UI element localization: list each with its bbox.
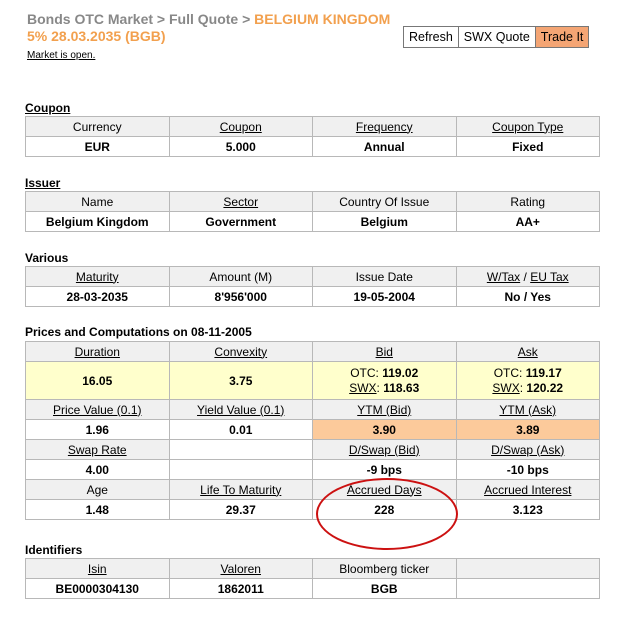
value-coupon: 5.000 <box>169 137 313 157</box>
value-empty <box>456 579 600 599</box>
bid-swx-colon: : <box>376 380 380 395</box>
value-frequency: Annual <box>313 137 457 157</box>
section-title-prices <box>25 325 252 339</box>
header-empty <box>456 559 600 579</box>
bond-name: BELGIUM KINGDOM <box>254 11 391 27</box>
header-maturity-link[interactable]: Maturity <box>26 267 170 287</box>
breadcrumb-full-quote[interactable]: Full Quote <box>168 11 239 27</box>
header-accrued-days-link[interactable]: Accrued Days <box>313 480 457 500</box>
value-ytm-ask: 3.89 <box>456 420 600 440</box>
header-ytm-ask-link[interactable]: YTM (Ask) <box>456 400 600 420</box>
trade-it-button[interactable]: Trade It <box>536 27 589 47</box>
value-amount: 8'956'000 <box>169 287 313 307</box>
action-buttons <box>403 26 589 48</box>
prices-title-text: Prices and Computations on <box>25 325 192 339</box>
header-price-value-link[interactable]: Price Value (0.1) <box>26 400 170 420</box>
header-bloomberg-ticker: Bloomberg ticker <box>313 559 457 579</box>
header-eutax-link[interactable]: EU Tax <box>530 269 569 284</box>
value-accrued-interest: 3.123 <box>456 500 600 520</box>
identifiers-table <box>25 558 600 599</box>
value-accrued-days: 228 <box>313 500 457 520</box>
value-bid <box>313 362 457 400</box>
value-age: 1.48 <box>26 500 170 520</box>
header-convexity-link[interactable]: Convexity <box>169 342 313 362</box>
header-rating: Rating <box>456 192 600 212</box>
value-maturity: 28-03-2035 <box>26 287 170 307</box>
value-convexity: 3.75 <box>169 362 313 400</box>
value-empty <box>169 460 313 480</box>
bid-swx-link[interactable]: SWX <box>349 380 377 395</box>
bond-description: 5% 28.03.2035 (BGB) <box>27 28 166 44</box>
refresh-button[interactable]: Refresh <box>404 27 459 47</box>
coupon-table <box>25 116 600 157</box>
ask-otc-label: OTC: <box>493 365 523 380</box>
value-issue-date: 19-05-2004 <box>313 287 457 307</box>
ask-swx-value: 120.22 <box>526 380 564 395</box>
ask-otc-value: 119.17 <box>525 365 562 380</box>
value-tax: No / Yes <box>456 287 600 307</box>
header-wtax-link[interactable]: W/Tax <box>486 269 521 284</box>
value-isin: BE0000304130 <box>26 579 170 599</box>
value-ytm-bid: 3.90 <box>313 420 457 440</box>
header-age: Age <box>26 480 170 500</box>
value-valoren: 1862011 <box>169 579 313 599</box>
value-ask <box>456 362 600 400</box>
market-status-link[interactable]: Market is open. <box>27 50 96 61</box>
breadcrumb-separator: > <box>238 11 255 27</box>
value-country-of-issue: Belgium <box>313 212 457 232</box>
value-sector: Government <box>169 212 313 232</box>
prices-date: 08-11-2005 <box>191 325 252 339</box>
breadcrumb-bonds-otc-market[interactable]: Bonds OTC Market <box>27 11 154 27</box>
breadcrumb <box>27 11 390 28</box>
header-ytm-bid-link[interactable]: YTM (Bid) <box>313 400 457 420</box>
header-ask-link[interactable]: Ask <box>456 342 600 362</box>
section-title-various: Various <box>25 251 69 265</box>
header-coupon-link[interactable]: Coupon <box>169 117 313 137</box>
bid-otc-value: 119.02 <box>382 365 419 380</box>
header-amount: Amount (M) <box>169 267 313 287</box>
value-rating: AA+ <box>456 212 600 232</box>
value-coupon-type: Fixed <box>456 137 600 157</box>
value-life-to-maturity: 29.37 <box>169 500 313 520</box>
ask-swx-colon: : <box>519 380 524 395</box>
header-life-to-maturity-link[interactable]: Life To Maturity <box>169 480 313 500</box>
value-duration: 16.05 <box>26 362 170 400</box>
header-empty <box>169 440 313 460</box>
value-dswap-bid: -9 bps <box>313 460 457 480</box>
header-dswap-ask-link[interactable]: D/Swap (Ask) <box>456 440 600 460</box>
various-table <box>25 266 600 307</box>
header-isin-link[interactable]: Isin <box>26 559 170 579</box>
value-dswap-ask: -10 bps <box>456 460 600 480</box>
header-name: Name <box>26 192 170 212</box>
value-swap-rate: 4.00 <box>26 460 170 480</box>
section-title-coupon: Coupon <box>25 101 71 115</box>
issuer-table <box>25 191 600 232</box>
swx-quote-button[interactable]: SWX Quote <box>459 27 536 47</box>
header-tax <box>456 267 600 287</box>
value-currency: EUR <box>26 137 170 157</box>
header-dswap-bid-link[interactable]: D/Swap (Bid) <box>313 440 457 460</box>
header-swap-rate-link[interactable]: Swap Rate <box>26 440 170 460</box>
tax-separator: / <box>520 269 531 284</box>
ask-swx-link[interactable]: SWX <box>492 380 520 395</box>
value-price-value: 1.96 <box>26 420 170 440</box>
header-valoren-link[interactable]: Valoren <box>169 559 313 579</box>
header-country-of-issue: Country Of Issue <box>313 192 457 212</box>
header-currency: Currency <box>26 117 170 137</box>
header-sector-link[interactable]: Sector <box>169 192 313 212</box>
header-duration-link[interactable]: Duration <box>26 342 170 362</box>
header-coupon-type-link[interactable]: Coupon Type <box>456 117 600 137</box>
value-name: Belgium Kingdom <box>26 212 170 232</box>
header-yield-value-link[interactable]: Yield Value (0.1) <box>169 400 313 420</box>
header-frequency-link[interactable]: Frequency <box>313 117 457 137</box>
bid-swx-value: 118.63 <box>383 380 420 395</box>
prices-table <box>25 341 600 520</box>
header-accrued-interest-link[interactable]: Accrued Interest <box>456 480 600 500</box>
breadcrumb-separator: > <box>153 11 169 27</box>
value-yield-value: 0.01 <box>169 420 313 440</box>
section-title-issuer: Issuer <box>25 176 61 190</box>
section-title-identifiers: Identifiers <box>25 543 83 557</box>
value-bloomberg-ticker: BGB <box>313 579 457 599</box>
header-bid-link[interactable]: Bid <box>313 342 457 362</box>
bid-otc-label: OTC: <box>350 365 379 380</box>
header-issue-date: Issue Date <box>313 267 457 287</box>
